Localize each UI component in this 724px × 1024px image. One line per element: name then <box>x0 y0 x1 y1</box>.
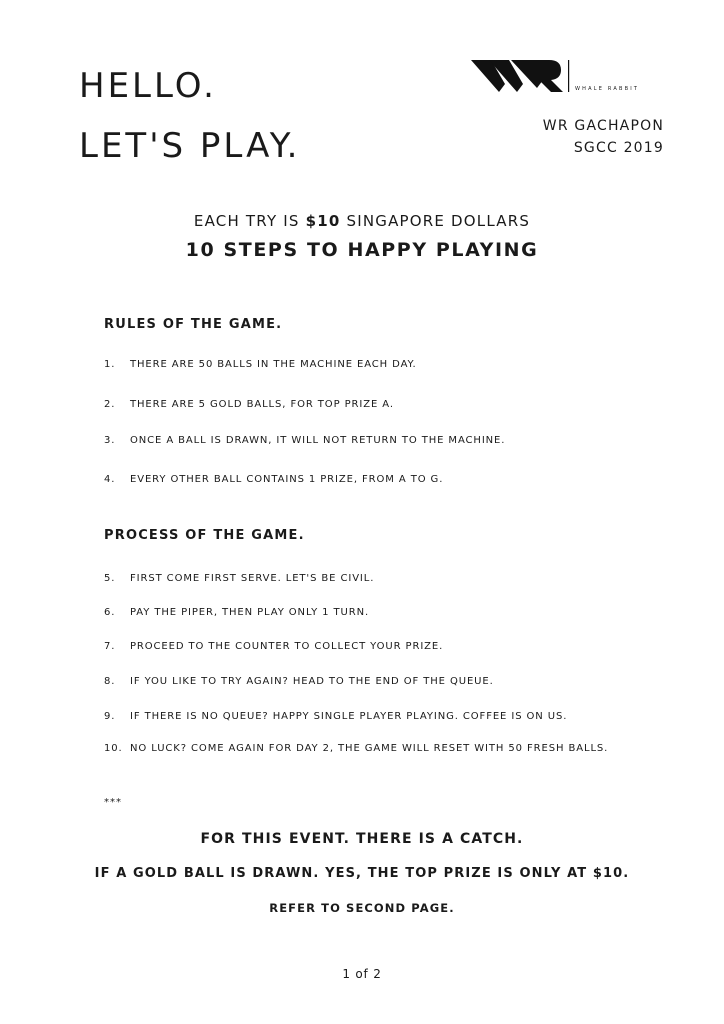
brand-block <box>543 115 664 159</box>
process-item <box>104 676 494 687</box>
process-item <box>104 607 369 618</box>
process-text: IF THERE IS NO QUEUE? HAPPY SINGLE PLAYER PLAYING. COFFEE IS ON US. <box>130 711 568 722</box>
process-text: FIRST COME FIRST SERVE. LET'S BE CIVIL. <box>130 573 375 584</box>
rule-item <box>104 474 443 485</box>
catch-line-2: REFER TO SECOND PAGE. <box>269 901 455 915</box>
page-title: 10 STEPS TO HAPPY PLAYING <box>185 239 539 261</box>
process-item <box>104 573 374 584</box>
logo-wordmark: WHALE RABBIT <box>575 86 640 92</box>
price-line <box>0 212 724 230</box>
rule-text: EVERY OTHER BALL CONTAINS 1 PRIZE, FROM A TO G. <box>130 474 444 485</box>
headline-line-1: HELLO. <box>79 66 217 106</box>
process-number: 8. <box>104 676 116 687</box>
process-text: NO LUCK? COME AGAIN FOR DAY 2, THE GAME WILL RESET WITH 50 FRESH BALLS. <box>130 743 609 754</box>
catch-heading: FOR THIS EVENT. THERE IS A CATCH. <box>200 831 524 847</box>
rules-heading: RULES OF THE GAME. <box>104 317 283 332</box>
price-amount: $10 <box>305 212 341 230</box>
process-number: 6. <box>104 607 116 618</box>
headline-line-2: LET'S PLAY. <box>79 126 301 166</box>
rule-item <box>104 435 505 446</box>
process-number: 5. <box>104 573 116 584</box>
catch-line-1: IF A GOLD BALL IS DRAWN. YES, THE TOP PRIZE IS ONLY AT $10. <box>94 866 630 881</box>
process-item <box>104 711 567 722</box>
process-text: PROCEED TO THE COUNTER TO COLLECT YOUR PRIZE. <box>130 641 444 652</box>
process-number: 10. <box>104 743 123 754</box>
rule-text: ONCE A BALL IS DRAWN, IT WILL NOT RETURN TO THE MACHINE. <box>130 435 506 446</box>
rule-item <box>104 359 417 370</box>
process-number: 9. <box>104 711 116 722</box>
process-item <box>104 641 443 652</box>
rule-number: 1. <box>104 359 116 370</box>
page-number: 1 of 2 <box>342 967 382 981</box>
rule-item <box>104 399 394 410</box>
separator: *** <box>104 797 122 808</box>
rule-text: THERE ARE 5 GOLD BALLS, FOR TOP PRIZE A. <box>130 399 394 410</box>
rule-number: 3. <box>104 435 116 446</box>
process-item <box>104 743 608 754</box>
price-prefix: EACH TRY IS <box>193 212 306 230</box>
page-headline <box>79 56 300 176</box>
whale-rabbit-logo <box>471 58 647 98</box>
process-text: PAY THE PIPER, THEN PLAY ONLY 1 TURN. <box>130 607 370 618</box>
process-number: 7. <box>104 641 116 652</box>
process-text: IF YOU LIKE TO TRY AGAIN? HEAD TO THE END OF THE QUEUE. <box>130 676 494 687</box>
rule-number: 4. <box>104 474 116 485</box>
rule-text: THERE ARE 50 BALLS IN THE MACHINE EACH DAY. <box>130 359 417 370</box>
process-heading: PROCESS OF THE GAME. <box>104 528 305 543</box>
price-suffix: SINGAPORE DOLLARS <box>340 212 531 230</box>
brand-name: WR GACHAPON <box>542 118 664 134</box>
rule-number: 2. <box>104 399 116 410</box>
event-name: SGCC 2019 <box>573 140 664 156</box>
